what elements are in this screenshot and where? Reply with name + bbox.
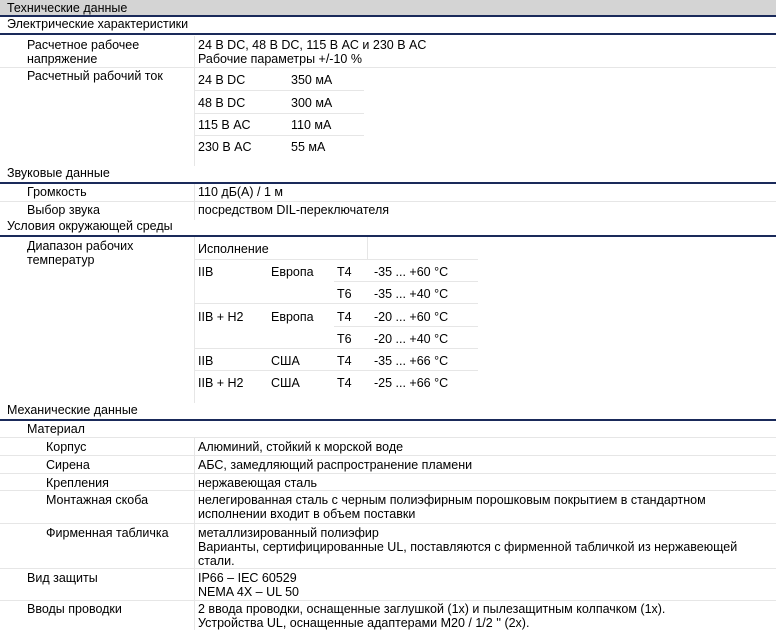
nameplate-note: Варианты, сертифицированные UL, поставляются с фирменной табличкой из нержавеющей стали. [198, 540, 738, 568]
current-value: 350 мА [291, 73, 333, 87]
section-electrical [0, 17, 776, 35]
temp-class: T4 [337, 310, 352, 324]
version-type: IIB [198, 354, 214, 368]
temp-class: T4 [337, 376, 352, 390]
temp-range: -20 ... +60 °C [374, 310, 449, 324]
volume-label: Громкость [27, 185, 87, 199]
temp-class: T4 [337, 265, 352, 279]
temp-class: T6 [337, 287, 352, 301]
column-divider [194, 437, 195, 630]
protection-label: Вид защиты [27, 571, 98, 585]
section-environment [0, 219, 776, 237]
siren-label: Сирена [46, 458, 90, 472]
protection-nema: NEMA 4X – UL 50 [198, 585, 299, 599]
header-bar [0, 0, 776, 17]
row-divider [194, 348, 478, 349]
current-voltage: 48 В DC [198, 96, 246, 110]
section-title: Механические данные [7, 403, 138, 417]
row-divider [194, 303, 478, 304]
nameplate-label: Фирменная табличка [46, 526, 169, 540]
voltage-value: 24 В DC, 48 В DC, 115 В AC и 230 В AC [198, 38, 427, 52]
entries-label: Вводы проводки [27, 602, 122, 616]
section-title: Звуковые данные [7, 166, 110, 180]
voltage-tolerance: Рабочие параметры +/-10 % [198, 52, 362, 66]
row-divider [0, 568, 776, 569]
protection-iec: IP66 – IEC 60529 [198, 571, 297, 585]
temp-class: T6 [337, 332, 352, 346]
volume-value: 110 дБ(А) / 1 м [198, 185, 283, 199]
sound-select-value: посредством DIL-переключателя [198, 203, 390, 217]
row-divider [194, 370, 478, 371]
row-divider [194, 90, 364, 91]
row-divider [0, 437, 776, 438]
housing-value: Алюминий, стойкий к морской воде [198, 440, 404, 454]
current-value: 110 мА [291, 118, 332, 132]
version-type: IIB + H2 [198, 376, 244, 390]
row-divider [0, 201, 776, 202]
version-region: США [271, 354, 300, 368]
current-value: 300 мА [291, 96, 333, 110]
column-divider [194, 184, 195, 220]
row-divider [334, 281, 478, 282]
row-divider [0, 473, 776, 474]
temp-class: T4 [337, 354, 352, 368]
current-voltage: 115 В AC [198, 118, 251, 132]
voltage-label: Расчетное рабочее напряжение [27, 38, 140, 66]
temp-range: -35 ... +60 °C [374, 265, 449, 279]
bracket-value: нелегированная сталь с черным полиэфирным порошковым покрытием в стандартном исполнении входит в объем поставки [198, 493, 706, 521]
column-divider [194, 36, 195, 166]
page-title: Технические данные [7, 1, 128, 15]
current-voltage: 24 В DC [198, 73, 246, 87]
row-divider [194, 113, 364, 114]
section-title: Условия окружающей среды [7, 219, 173, 233]
current-label: Расчетный рабочий ток [27, 69, 163, 83]
siren-value: АБС, замедляющий распространение пламени [198, 458, 473, 472]
row-divider [0, 490, 776, 491]
row-divider [0, 67, 776, 68]
version-type: IIB + H2 [198, 310, 244, 324]
row-divider [0, 455, 776, 456]
version-region: Европа [271, 310, 314, 324]
row-divider [0, 600, 776, 601]
sound-select-label: Выбор звука [27, 203, 100, 217]
temp-range: -20 ... +40 °C [374, 332, 449, 346]
section-sound [0, 166, 776, 184]
temp-range: -25 ... +66 °C [374, 376, 449, 390]
section-title: Электрические характеристики [7, 17, 189, 31]
row-divider [0, 523, 776, 524]
entries-value: 2 ввода проводки, оснащенные заглушкой (1x) и пылезащитным колпачком (1x). [198, 602, 666, 616]
version-region: Европа [271, 265, 314, 279]
version-header: Исполнение [198, 242, 269, 256]
current-voltage: 230 В AC [198, 140, 252, 154]
column-divider [367, 237, 368, 259]
temp-range: -35 ... +40 °C [374, 287, 449, 301]
column-divider [194, 237, 195, 403]
row-divider [194, 135, 364, 136]
version-region: США [271, 376, 300, 390]
fasteners-value: нержавеющая сталь [198, 476, 318, 490]
bracket-label: Монтажная скоба [46, 493, 149, 507]
row-divider [194, 259, 478, 260]
temp-range: -35 ... +66 °C [374, 354, 449, 368]
temp-range-label: Диапазон рабочих температур [27, 239, 134, 267]
version-type: IIB [198, 265, 214, 279]
section-mechanical [0, 403, 776, 421]
housing-label: Корпус [46, 440, 87, 454]
material-label: Материал [27, 422, 85, 436]
fasteners-label: Крепления [46, 476, 109, 490]
row-divider [334, 326, 478, 327]
nameplate-value: металлизированный полиэфир [198, 526, 379, 540]
current-value: 55 мА [291, 140, 326, 154]
entries-ul-note: Устройства UL, оснащенные адаптерами M20 / 1/2 '' (2x). [198, 616, 530, 630]
